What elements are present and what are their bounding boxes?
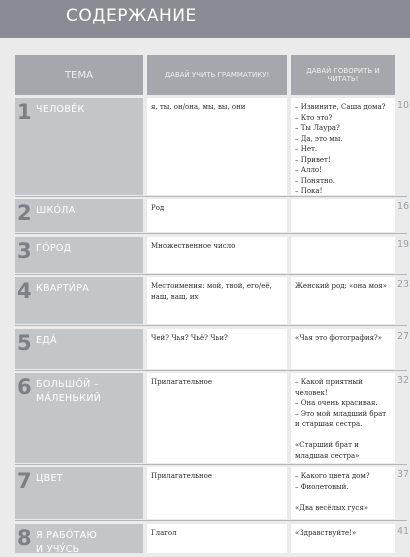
page-number: 27 <box>397 331 410 342</box>
lesson-row-3[interactable] <box>15 237 410 273</box>
page-cell <box>395 373 410 463</box>
lesson-number: 8 <box>17 526 32 550</box>
lesson-title-cell <box>15 199 143 232</box>
page-number: 10 <box>397 100 410 111</box>
lesson-title-cell <box>15 237 143 273</box>
table-header <box>15 55 395 95</box>
row-divider <box>15 520 407 521</box>
grammar-text: Прилагательное <box>151 378 213 386</box>
grammar-cell <box>147 98 287 195</box>
lesson-title: БОЛЬШО́Й – МА́ЛЕНЬКИЙ <box>36 379 102 404</box>
talk-text: – Извините, Саша дома? – Кто это? – Ты Лаура? – Да, это мы. – Нет. – Привет! – Алло! – Понятно. – Пока! <box>295 103 386 195</box>
grammar-text: Прилагательное <box>151 472 213 480</box>
talk-cell <box>291 199 395 232</box>
lesson-number: 6 <box>17 375 32 399</box>
talk-cell <box>291 237 395 273</box>
lesson-title: Я РАБО́ТАЮ И УЧУ́СЬ <box>36 530 98 555</box>
talk-text: «Здравствуйте!» <box>295 529 357 537</box>
row-divider <box>15 464 407 465</box>
grammar-cell <box>147 467 287 519</box>
lesson-row-6[interactable] <box>15 373 410 463</box>
lesson-title-cell <box>15 524 143 553</box>
lesson-row-8[interactable] <box>15 524 410 555</box>
grammar-text: Глагол <box>151 529 177 537</box>
grammar-text: Чей? Чья? Чьё? Чьи? <box>151 334 228 342</box>
grammar-text: Род <box>151 204 165 212</box>
grammar-cell <box>147 277 287 324</box>
lesson-number: 4 <box>17 279 32 303</box>
page-cell <box>395 237 410 273</box>
row-divider <box>15 196 407 197</box>
grammar-cell <box>147 329 287 369</box>
page-title: СОДЕРЖАНИЕ <box>66 6 197 26</box>
lesson-row-5[interactable] <box>15 329 410 369</box>
grammar-cell <box>147 199 287 232</box>
page-number: 41 <box>397 526 410 537</box>
lesson-title-cell <box>15 329 143 369</box>
page-cell <box>395 467 410 519</box>
talk-text: Женский род: «она моя» <box>295 282 388 290</box>
row-divider <box>15 370 407 371</box>
talk-cell <box>291 373 395 463</box>
title-bar <box>0 0 410 38</box>
page-number: 37 <box>397 469 410 480</box>
page-number: 19 <box>397 239 410 250</box>
lesson-title: ШКО́ЛА <box>36 205 76 216</box>
page-cell <box>395 277 410 324</box>
lesson-title: ГО́РОД <box>36 243 72 254</box>
row-divider <box>15 274 407 275</box>
lesson-title: ЦВЕТ <box>36 473 63 484</box>
talk-text: – Какого цвета дом? – Фиолетовый. «Два весёлых гуся» <box>295 472 370 512</box>
lesson-row-2[interactable] <box>15 199 410 232</box>
lesson-number: 5 <box>17 331 32 355</box>
header-talk: ДАВАЙ ГОВОРИТЬ И ЧИТАТЬ! <box>291 55 395 95</box>
row-divider <box>15 233 407 234</box>
grammar-text: Местоимения: мой, твой, его/её, наш, ваш, их <box>151 282 272 301</box>
lesson-number: 2 <box>17 201 32 225</box>
page-cell <box>395 98 410 195</box>
page-number: 23 <box>397 279 410 290</box>
grammar-cell <box>147 237 287 273</box>
page-cell <box>395 524 410 553</box>
lesson-title-cell <box>15 98 143 195</box>
lesson-title: ЕДА́ <box>36 335 57 346</box>
talk-cell <box>291 467 395 519</box>
page-number: 32 <box>397 375 410 386</box>
lesson-title: КВАРТИ́РА <box>36 283 90 294</box>
lesson-title-cell <box>15 277 143 324</box>
grammar-cell <box>147 524 287 553</box>
lesson-row-1[interactable] <box>15 98 410 195</box>
page-number: 16 <box>397 201 410 212</box>
header-tema: ТЕМА <box>15 55 143 95</box>
lesson-number: 7 <box>17 469 32 493</box>
lesson-row-4[interactable] <box>15 277 410 324</box>
talk-text: – Какой приятный человек! – Она очень красивая. – Это мой младший брат и старшая сестра. «Старший брат и младшая сестра» <box>295 378 387 460</box>
talk-cell <box>291 329 395 369</box>
lesson-number: 3 <box>17 239 32 263</box>
talk-cell <box>291 277 395 324</box>
header-grammar: ДАВАЙ УЧИТЬ ГРАММАТИКУ! <box>147 55 287 95</box>
lesson-title: ЧЕЛОВЕ́К <box>36 104 85 115</box>
grammar-text: я, ты, он/она, мы, вы, они <box>151 103 246 111</box>
talk-cell <box>291 98 395 195</box>
page-cell <box>395 199 410 232</box>
grammar-cell <box>147 373 287 463</box>
talk-cell <box>291 524 395 553</box>
lesson-title-cell <box>15 467 143 519</box>
grammar-text: Множественное число <box>151 242 236 250</box>
lesson-title-cell <box>15 373 143 463</box>
lesson-number: 1 <box>17 100 32 124</box>
page-cell <box>395 329 410 369</box>
lesson-row-7[interactable] <box>15 467 410 519</box>
talk-text: «Чья это фотография?» <box>295 334 383 342</box>
row-divider <box>15 325 407 326</box>
